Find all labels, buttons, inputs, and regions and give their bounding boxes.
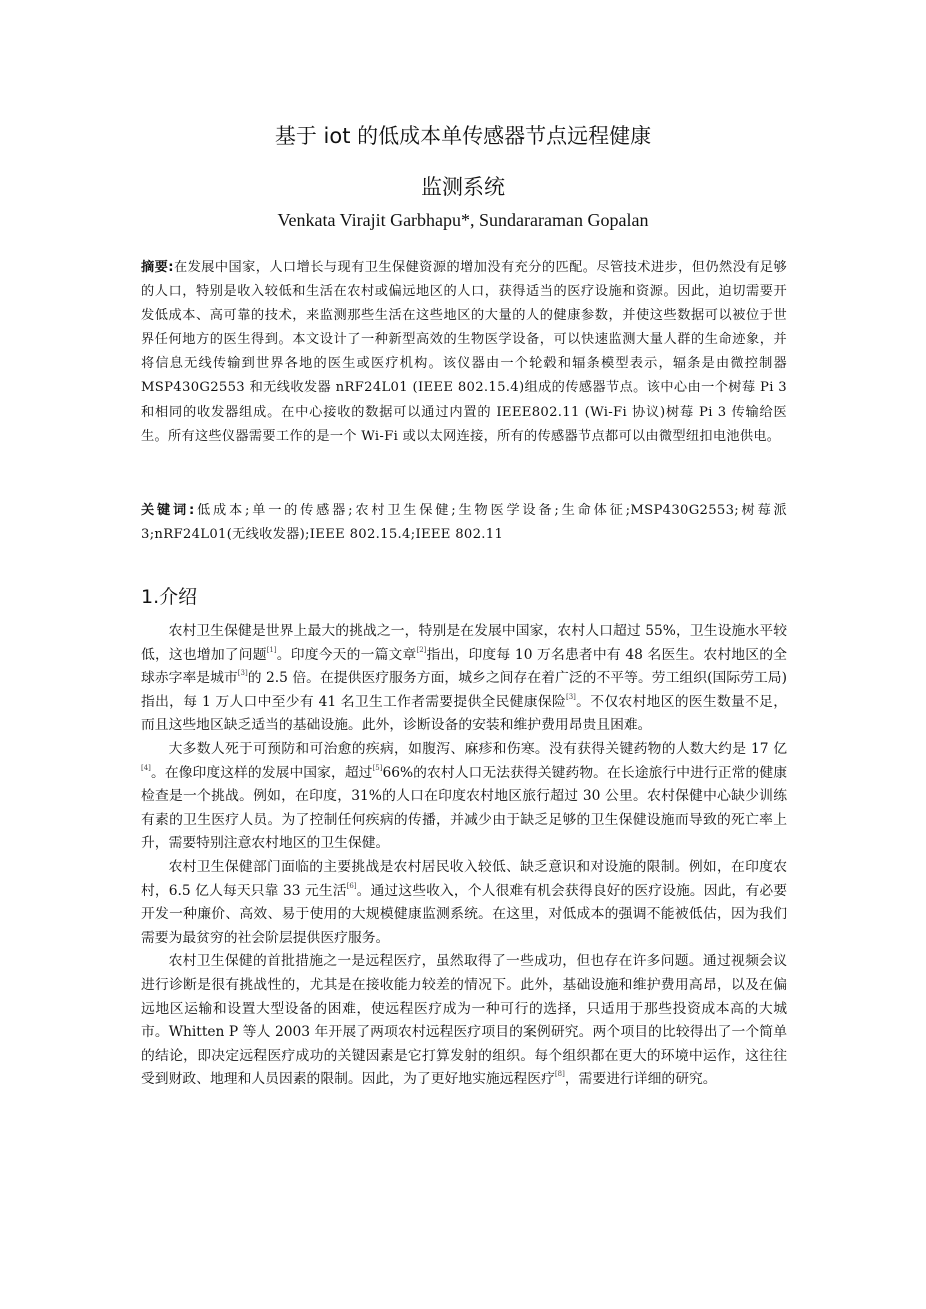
section-heading: 1.介绍 [141,586,198,608]
paper-title-line-1: 基于 iot 的低成本单传感器节点远程健康 [274,124,652,148]
paragraph-text: 指出，印度每 10 万名患者中有 48 名医生。农村地区的全球赤字率是城市 [141,646,787,687]
abstract-text: 在发展中国家，人口增长与现有卫生保健资源的增加没有充分的匹配。尽管技术进步，但仍然没有足够的人口，特别是收入较低和生活在农村或偏远地区的人口，获得适当的医疗设施和资源。因此，迫切需要开发低成本、高可靠的技术，来监测那些生活在这些地区的大量的人的健康参数，并使这些数据可以被位于世界任何地方的医生得到。本文设计了一种新型高效的生物医学设备，可以快速监测大量人群的生命迹象，并将信息无线传输到世界各地的医生或医疗机构。该仪器由一个轮毂和辐条模型表示，辐条是由微控制器 MSP430G2553 和无线收发器 nRF24L01 (IEEE 802.15.4)组成的传感器节点。该中心由一个树莓 Pi 3 和相同的收发器组成。在中心接收的数据可以通过内置的 IEEE802.11 (Wi-Fi 协议)树莓 Pi 3 传输给医生。所有这些仪器需要工作的是一个 Wi-Fi 或以太网连接，所有的传感器节点都可以由微型纽扣电池供电。 [141,260,787,444]
paragraph-1 [141,620,787,738]
paragraph-text: 。通过这些收入，个人很难有机会获得良好的医疗设施。因此，有必要开发一种廉价、高效、易于使用的大规模健康监测系统。在这里，对低成本的强调不能被低估，因为我们需要为最贫穷的社会阶层提供医疗服务。 [141,882,788,946]
abstract-label: 摘要: [141,260,174,275]
citation-ref: [4] [141,763,151,772]
paragraph-text: 66%的农村人口无法获得关键药物。在长途旅行中进行正常的健康检查是一个挑战。例如，在印度，31%的人口在印度农村地区旅行超过 30 公里。农村保健中心缺少训练有素的卫生医疗人员。为了控制任何疾病的传播，并减少由于缺乏足够的卫生保健设施而导致的死亡率上升，需要特别注意农村地区的卫生保健。 [141,764,787,852]
paragraph-text: 农村卫生保健部门面临的主要挑战是农村居民收入较低、缺乏意识和对设施的限制。例如，在印度农村，6.5 亿人每天只靠 33 元生活 [141,858,787,899]
paragraph-text: 的 2.5 倍。在提供医疗服务方面，城乡之间存在着广泛的不平等。劳工组织(国际劳工局)指出，每 1 万人口中至少有 41 名卫生工作者需要提供全民健康保险 [141,670,787,710]
citation-ref: [2] [416,645,427,654]
paragraph-2 [141,738,787,856]
citation-ref: [6] [346,881,357,890]
abstract [141,256,787,449]
citation-ref: [8] [554,1070,565,1079]
paper-title-line-2: 监测系统 [421,175,505,199]
paragraph-4 [141,950,787,1092]
paragraph-text: 。印度今天的一篇文章 [276,646,417,663]
citation-ref: [3] [565,692,576,701]
keywords-label: 关键词: [141,503,195,518]
citation-ref: [1] [266,645,277,654]
paragraph-text: 。在像印度这样的发展中国家，超过 [150,764,373,781]
keywords [141,499,787,547]
citation-ref: [5] [372,763,383,772]
paragraph-text: 农村卫生保健的首批措施之一是远程医疗，虽然取得了一些成功，但也存在许多问题。通过视频会议进行诊断是很有挑战性的，尤其是在接收能力较差的情况下。此外，基础设施和维护费用高昂，以及在偏远地区运输和设置大型设备的困难，使远程医疗成为一种可行的选择，只适用于那些投资成本高的大城市。Whitten P 等人 2003 年开展了两项农村远程医疗项目的案例研究。两个项目的比较得出了一个简单的结论，即决定远程医疗成功的关键因素是它打算发射的组织。每个组织都在更大的环境中运作，这往往受到财政、地理和人员因素的限制。因此，为了更好地实施远程医疗 [141,953,787,1088]
paragraph-text: 大多数人死于可预防和可治愈的疾病，如腹泻、麻疹和伤寒。没有获得关键药物的人数大约是 17 亿 [168,740,787,757]
citation-ref: [3] [237,669,248,678]
section-body [141,620,787,1092]
paragraph-text: 。不仅农村地区的医生数量不足，而且这些地区缺乏适当的基础设施。此外，诊断设备的安装和维护费用昂贵且困难。 [141,693,788,734]
keywords-text: 低成本;单一的传感器;农村卫生保健;生物医学设备;生命体征;MSP430G2553;树莓派 3;nRF24L01(无线收发器);IEEE 802.15.4;IEEE 802.11 [141,503,787,543]
paragraph-text: 农村卫生保健是世界上最大的挑战之一，特别是在发展中国家，农村人口超过 55%，卫生设施水平较低，这也增加了问题 [141,623,787,663]
paragraph-3 [141,856,787,950]
paragraph-text: ，需要进行详细的研究。 [564,1071,717,1088]
paper-authors: Venkata Virajit Garbhapu*, Sundararaman Gopalan [277,210,649,230]
